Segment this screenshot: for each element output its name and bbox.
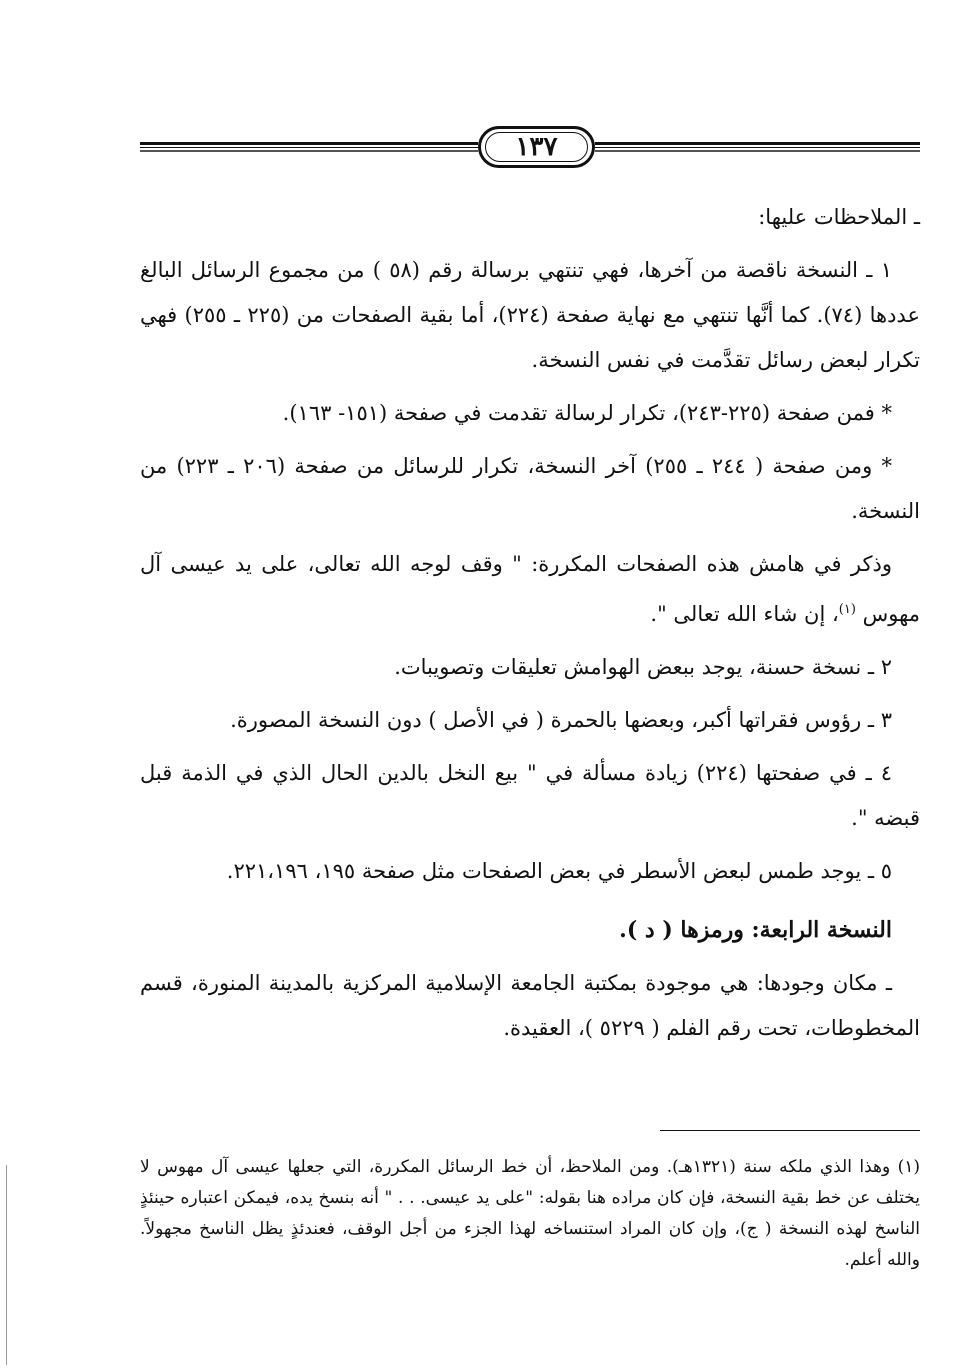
footnote-1: (١) وهذا الذي ملكه سنة (١٣٢١هـ). ومن الملاحظ، أن خط الرسائل المكررة، التي جعلها عيسى آل مهوس لا يختلف عن خط بقية النسخة، فإن كان مراده هنا بقوله: "على يد عيسى. . . " أنه بنسخ يده، فيمكن اعتباره حينئذٍ الناسخ لهذه النسخة ( ج)، وإن كان المراد استنساخه لهذا الجزء من أجل الوقف، فعندئذٍ يظل الناسخ مجهولاً. والله أعلم. <box>140 1157 920 1270</box>
section-heading: النسخة الرابعة: ورمزها ( د ). <box>619 917 892 943</box>
note-3: ٣ ـ رؤوس فقراتها أكبر، وبعضها بالحمرة ( في الأصل ) دون النسخة المصورة. <box>230 708 892 732</box>
location-note: ـ مكان وجودها: هي موجودة بمكتبة الجامعة الإسلامية المركزية بالمدينة المنورة، قسم المخطوطات، تحت رقم الفلم ( ٥٢٢٩ )، العقيدة. <box>140 971 920 1040</box>
margin-note-end: ، إن شاء الله تعالى ". <box>650 602 839 626</box>
bullet-2: * ومن صفحة ( ٢٤٤ ـ ٢٥٥) آخر النسخة، تكرار للرسائل من صفحة (٢٠٦ ـ ٢٢٣) من النسخة. <box>140 454 920 523</box>
page-header <box>140 118 920 178</box>
page-number: ١٣٧ <box>478 126 595 168</box>
footnotes <box>140 1152 920 1276</box>
note-5: ٥ ـ يوجد طمس لبعض الأسطر في بعض الصفحات مثل صفحة ١٩٥، ٢٢١،١٩٦. <box>226 859 892 883</box>
note-4: ٤ ـ في صفحتها (٢٢٤) زيادة مسألة في " بيع النخل بالدين الحال الذي في الذمة قبل قبضه ". <box>140 761 920 830</box>
main-text <box>140 195 920 1059</box>
footnote-divider <box>660 1130 920 1131</box>
intro-line: ـ الملاحظات عليها: <box>758 205 920 229</box>
note-1: ١ ـ النسخة ناقصة من آخرها، فهي تنتهي برسالة رقم (٥٨ ) من مجموع الرسائل البالغ عددها (٧٤). كما أنَّها تنتهي مع نهاية صفحة (٢٢٤)، أما بقية الصفحات من (٢٢٥ ـ ٢٥٥) فهي تكرار لبعض رسائل تقدَّمت في نفس النسخة. <box>140 258 920 372</box>
bullet-1: * فمن صفحة (٢٢٥-٢٤٣)، تكرار لرسالة تقدمت في صفحة (١٥١- ١٦٣). <box>282 401 892 425</box>
header-rule-right <box>595 142 920 152</box>
footnote-reference: (١) <box>838 602 856 617</box>
margin-note <box>140 542 920 637</box>
note-2: ٢ ـ نسخة حسنة، يوجد ببعض الهوامش تعليقات وتصويبات. <box>394 655 892 679</box>
margin-note-start: وذكر في هامش هذه الصفحات المكررة: " وقف لوجه الله تعالى، على يد عيسى آل مهوس <box>140 552 920 626</box>
header-rule-left <box>140 142 478 152</box>
scan-edge-line <box>6 1165 7 1365</box>
